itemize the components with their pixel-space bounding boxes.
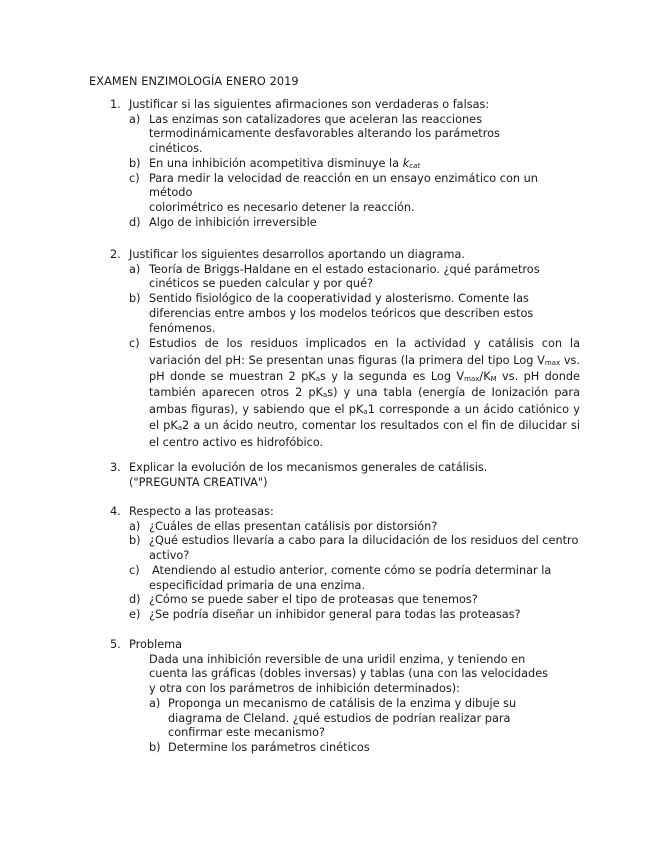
question-number: 2. xyxy=(110,248,121,261)
question-2b xyxy=(110,292,580,336)
subscript-m: M xyxy=(490,375,497,384)
question-4a xyxy=(110,520,580,535)
item-text: vs. pH donde también aparecen otros 2 pK xyxy=(149,370,581,400)
subscript-a: a xyxy=(315,375,321,384)
subscript-a: a xyxy=(177,424,183,433)
question-2 xyxy=(110,248,580,451)
item-text: En una inhibición acompetitiva disminuye la xyxy=(149,156,400,170)
question-5a xyxy=(110,697,560,741)
item-text: Determine los parámetros cinéticos xyxy=(168,740,370,754)
item-text: Teoría de Briggs-Haldane en el estado estacionario. ¿qué parámetros cinéticos se pueden calcular y por qué? xyxy=(149,262,540,291)
subscript-max: max xyxy=(464,375,480,384)
problem-intro: Dada una inhibición reversible de una uridil enzima, y teniendo en cuenta las gráficas (dobles inversas) y tablas (una con las velocidades y otra con los parámetros de inhibición determinados): xyxy=(149,652,549,696)
item-text-line-1: Para medir la velocidad de reacción en un ensayo enzimático con un método xyxy=(149,171,538,200)
question-1c xyxy=(110,172,580,216)
question-1a xyxy=(110,113,539,157)
question-note: ("PREGUNTA CREATIVA") xyxy=(129,475,268,489)
question-number: 3. xyxy=(110,461,121,474)
item-letter: b) xyxy=(129,534,141,548)
question-1d xyxy=(110,216,580,231)
question-4e xyxy=(110,608,580,623)
question-text: Justificar los siguientes desarrollos aportando un diagrama. xyxy=(129,248,465,261)
item-letter: b) xyxy=(129,292,141,306)
item-letter: c) xyxy=(129,171,140,185)
question-4 xyxy=(110,505,580,623)
item-text: ¿Se podría diseñar un inhibidor general para todas las proteasas? xyxy=(149,607,521,621)
item-text: Sentido fisiológico de la cooperatividad y alosterismo. Comente las diferencias entre ambos y los modelos teóricos que describen estos fenómenos. xyxy=(149,292,534,335)
question-2c xyxy=(110,336,580,451)
item-text: ¿Cómo se puede saber el tipo de proteasas que tenemos? xyxy=(149,593,478,607)
item-letter: a) xyxy=(129,112,141,126)
question-text: Explicar la evolución de los mecanismos generales de catálisis. xyxy=(129,461,488,474)
question-number: 4. xyxy=(110,505,121,518)
kcat-subscript: cat xyxy=(409,161,421,170)
item-letter: b) xyxy=(129,156,141,170)
question-5b xyxy=(110,741,580,756)
item-letter: a) xyxy=(129,262,141,276)
item-letter: a) xyxy=(149,696,161,710)
question-4d xyxy=(110,593,580,608)
item-letter: c) xyxy=(129,563,140,577)
question-text: Respecto a las proteasas: xyxy=(129,505,274,518)
item-text: s y la segunda es Log V xyxy=(320,370,465,384)
item-text-line-2: colorimétrico es necesario detener la reacción. xyxy=(149,200,415,214)
question-1 xyxy=(110,98,580,230)
question-1b xyxy=(110,157,580,172)
item-text: ¿Cuáles de ellas presentan catálisis por distorsión? xyxy=(149,519,438,533)
item-letter: b) xyxy=(149,740,161,754)
question-number: 1. xyxy=(110,98,121,111)
question-text: Justificar si las siguientes afirmaciones son verdaderas o falsas: xyxy=(129,98,490,111)
item-text: Algo de inhibición irreversible xyxy=(149,215,317,229)
item-text: Atendiendo al estudio anterior, comente cómo se podría determinar la especificidad primaria de una enzima. xyxy=(149,563,552,592)
subscript-a: a xyxy=(322,391,328,400)
question-2a xyxy=(110,263,580,292)
subscript-max: max xyxy=(544,358,561,367)
question-4c xyxy=(110,564,580,593)
question-5 xyxy=(110,638,580,756)
item-text: /K xyxy=(479,370,491,384)
item-letter: c) xyxy=(129,337,140,351)
question-text: Problema xyxy=(129,638,183,651)
question-number: 5. xyxy=(110,638,121,651)
item-text: ¿Qué estudios llevaría a cabo para la dilucidación de los residuos del centro activo? xyxy=(149,534,579,563)
item-text: 1 corresponde a un ácido catiónico y el pK xyxy=(149,402,580,433)
item-text: Estudios de los residuos implicados en la actividad y catálisis con la variación del pH: Se presentan unas figuras (la primera del tipo Log V xyxy=(149,337,580,367)
item-letter: d) xyxy=(129,593,141,607)
item-letter: d) xyxy=(129,215,141,229)
item-text: s) y una tabla (energía de Ionización para ambas figuras), y sabiendo que el pK xyxy=(149,386,580,416)
question-4b xyxy=(110,534,580,563)
exam-title: EXAMEN ENZIMOLOGÍA ENERO 2019 xyxy=(89,75,299,88)
item-text: Proponga un mecanismo de catálisis de la enzima y dibuje su diagrama de Cleland. ¿qué estudios de podrían realizar para confirmar este mecanismo? xyxy=(168,696,517,740)
item-text: 2 a un ácido neutro, comentar los resultados con el fin de dilucidar si el centro activo es hidrofóbico. xyxy=(149,419,580,449)
question-3 xyxy=(110,461,580,490)
subscript-a: a xyxy=(363,407,368,416)
item-text: Las enzimas son catalizadores que aceleran las reacciones termodinámicamente desfavorables alterando los parámetros cinéticos. xyxy=(149,112,500,156)
item-letter: a) xyxy=(129,519,141,533)
kcat-symbol: k xyxy=(402,156,410,170)
item-letter: e) xyxy=(129,607,141,621)
item-text: vs. pH donde se muestran 2 pK xyxy=(149,353,580,384)
